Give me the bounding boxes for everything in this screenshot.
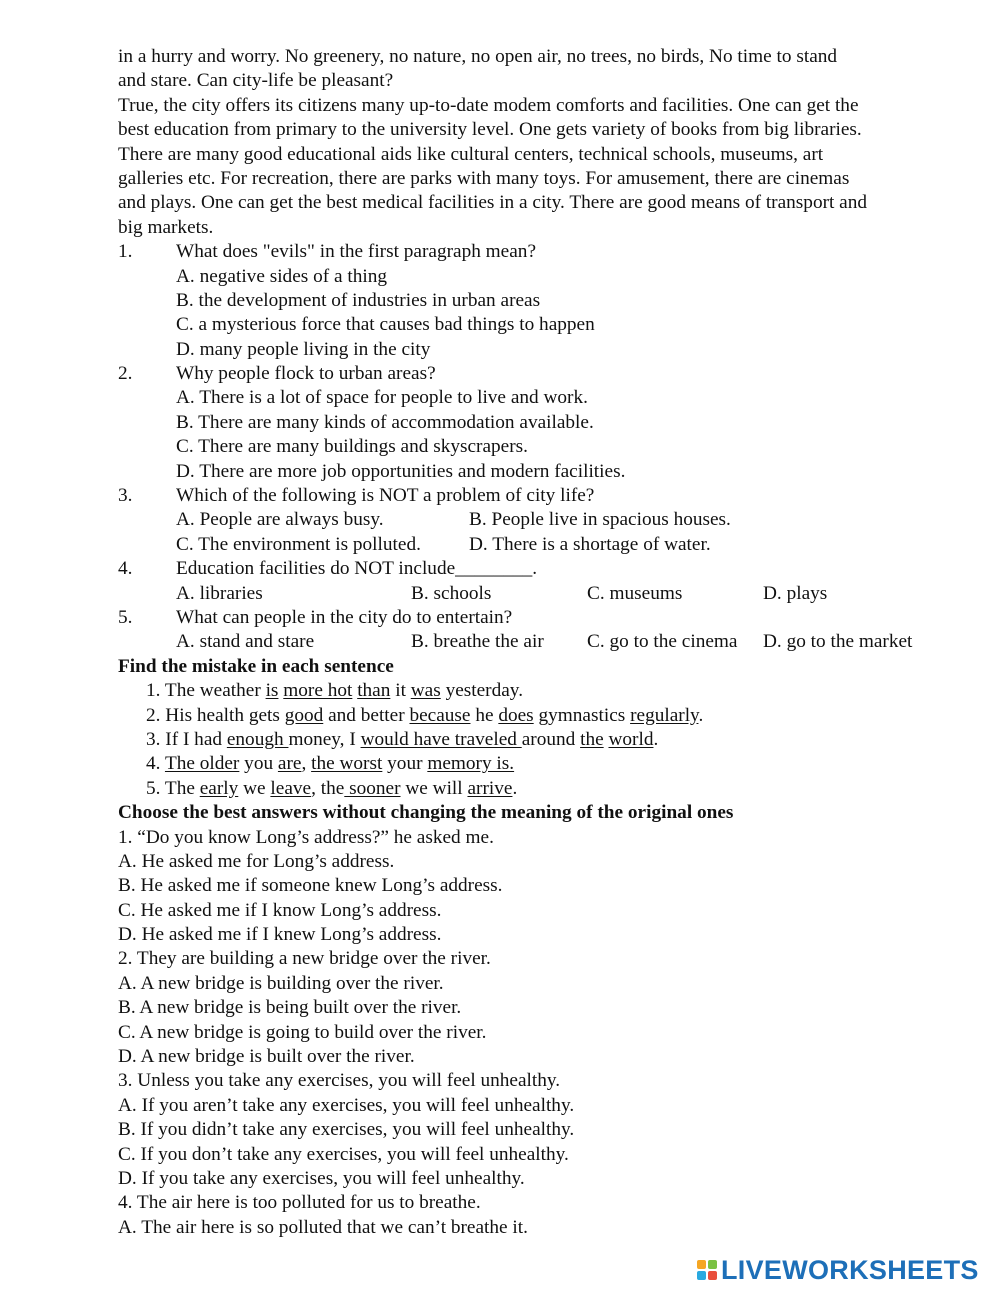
question-text: What does "evils" in the first paragraph mean? (176, 241, 536, 263)
underlined-option[interactable]: the worst (311, 753, 383, 775)
sentence-text: . (512, 777, 518, 799)
underlined-option[interactable]: was (410, 680, 441, 702)
answer-option[interactable]: A. The air here is so polluted that we can’t breathe it. (118, 1216, 528, 1238)
answer-option[interactable]: B. There are many kinds of accommodation available. (176, 411, 594, 433)
question-text: What can people in the city do to entertain? (176, 606, 513, 628)
answer-option[interactable]: A. There is a lot of space for people to live and work. (176, 387, 588, 409)
reading-question-3 (118, 484, 958, 557)
underlined-option[interactable]: sooner (344, 777, 401, 799)
sentence-text: your (382, 753, 428, 775)
answer-option[interactable]: D. There is a shortage of water. (469, 533, 711, 555)
underlined-option[interactable]: arrive (467, 777, 513, 799)
underlined-option[interactable]: early (199, 777, 239, 799)
logo-square (697, 1271, 706, 1280)
liveworksheets-logo (697, 1255, 979, 1285)
reading-question-1 (118, 240, 958, 362)
find-mistake-section (118, 655, 958, 801)
sentence-text: it (390, 680, 411, 702)
question-text: Why people flock to urban areas? (176, 363, 436, 385)
answer-option[interactable]: A. He asked me for Long’s address. (118, 850, 395, 872)
logo-text: LIVEWORKSHEETS (721, 1254, 979, 1285)
question-number: 5. (118, 606, 133, 628)
underlined-option[interactable]: The older (164, 753, 240, 775)
question-number: 2. (118, 363, 133, 385)
underlined-option[interactable]: memory is. (427, 753, 515, 775)
answer-option[interactable]: A. libraries (176, 582, 263, 604)
underlined-option[interactable]: enough (226, 728, 289, 750)
answer-option[interactable]: A. People are always busy. (176, 509, 384, 531)
underlined-option[interactable]: would have traveled (360, 728, 522, 750)
sentence-text: 2. His health gets (146, 704, 285, 726)
sentence-text: , (301, 753, 312, 775)
answer-option[interactable]: B. the development of industries in urban areas (176, 289, 541, 311)
underlined-option[interactable]: is (265, 680, 279, 702)
answer-option[interactable]: D. A new bridge is built over the river. (118, 1046, 415, 1068)
question-text: Which of the following is NOT a problem of city life? (176, 485, 595, 507)
answer-option[interactable]: C. The environment is polluted. (176, 533, 421, 555)
passage-line: galleries etc. For recreation, there are parks with many toys. For amusement, there are cinemas (118, 167, 850, 189)
answer-option[interactable]: B. A new bridge is being built over the river. (118, 997, 462, 1019)
question-stem: 4. The air here is too polluted for us to breathe. (118, 1192, 481, 1214)
logo-square (708, 1271, 717, 1280)
question-stem: 3. Unless you take any exercises, you will feel unhealthy. (118, 1070, 561, 1092)
reading-passage (118, 45, 958, 240)
answer-option[interactable]: A. If you aren’t take any exercises, you will feel unhealthy. (118, 1094, 575, 1116)
question-number: 3. (118, 485, 133, 507)
sentence-text: around (521, 728, 581, 750)
answer-option[interactable]: C. There are many buildings and skyscrapers. (176, 436, 528, 458)
passage-line: big markets. (118, 216, 214, 238)
answer-option[interactable]: A. A new bridge is building over the river. (118, 972, 444, 994)
underlined-option[interactable]: than (357, 680, 391, 702)
sentence-text: gymnastics (533, 704, 631, 726)
answer-option[interactable]: B. breathe the air (411, 631, 544, 653)
passage-line: best education from primary to the university level. One gets variety of books from big libraries. (118, 119, 862, 141)
logo-square (697, 1260, 706, 1269)
worksheet-page (118, 45, 958, 1240)
answer-option[interactable]: D. go to the market (763, 631, 913, 653)
passage-line: True, the city offers its citizens many up-to-date modem comforts and facilities. One can get the (118, 94, 859, 116)
passage-line: in a hurry and worry. No greenery, no nature, no open air, no trees, no birds, No time to stand (118, 46, 838, 67)
sentence-text: you (239, 753, 278, 775)
answer-option[interactable]: C. a mysterious force that causes bad things to happen (176, 314, 595, 336)
answer-option[interactable]: C. He asked me if I know Long’s address. (118, 899, 442, 921)
answer-option[interactable]: C. go to the cinema (587, 631, 738, 653)
answer-option[interactable]: D. many people living in the city (176, 338, 431, 360)
answer-option[interactable]: B. He asked me if someone knew Long’s address. (118, 875, 503, 897)
sentence-text: . (698, 704, 704, 726)
underlined-option[interactable]: regularly (630, 704, 699, 726)
mistake-sentence-4 (118, 752, 958, 776)
sentence-text: . (653, 728, 659, 750)
liveworksheets-logo-icon (697, 1260, 717, 1280)
underlined-option[interactable]: leave (270, 777, 312, 799)
answer-option[interactable]: A. negative sides of a thing (176, 265, 387, 287)
sentence-text: he (470, 704, 499, 726)
answer-option[interactable]: D. He asked me if I knew Long’s address. (118, 924, 442, 946)
answer-option[interactable]: C. museums (587, 582, 683, 604)
answer-option[interactable]: D. There are more job opportunities and modern facilities. (176, 460, 626, 482)
question-number: 1. (118, 241, 133, 263)
sentence-text: and better (323, 704, 410, 726)
transformation-section (118, 801, 958, 1240)
answer-option[interactable]: C. If you don’t take any exercises, you will feel unhealthy. (118, 1143, 569, 1165)
answer-option[interactable]: C. A new bridge is going to build over the river. (118, 1021, 487, 1043)
reading-question-5 (118, 606, 958, 655)
sentence-text: money, I (288, 728, 361, 750)
mistake-sentence-2 (118, 704, 958, 728)
mistake-sentence-5 (118, 777, 958, 801)
passage-line: and plays. One can get the best medical facilities in a city. There are good means of transport and (118, 192, 868, 214)
sentence-text: , the (311, 777, 345, 799)
underlined-option[interactable]: does (498, 704, 534, 726)
mistake-sentence-1 (118, 679, 958, 703)
answer-option[interactable]: D. If you take any exercises, you will feel unhealthy. (118, 1167, 525, 1189)
answer-option[interactable]: A. stand and stare (176, 631, 315, 653)
section-heading: Choose the best answers without changing the meaning of the original ones (118, 802, 734, 824)
passage-line: and stare. Can city-life be pleasant? (118, 70, 394, 92)
sentence-text: we (238, 777, 271, 799)
sentence-text: we will (400, 777, 468, 799)
sentence-text: 1. The weather (146, 680, 266, 702)
sentence-text: 4. (146, 753, 165, 775)
underlined-option[interactable]: are (277, 753, 302, 775)
sentence-text: yesterday. (440, 680, 524, 702)
reading-question-2 (118, 362, 958, 484)
question-stem: 2. They are building a new bridge over the river. (118, 948, 491, 970)
sentence-text: 5. The (146, 777, 200, 799)
underlined-option[interactable]: because (409, 704, 471, 726)
sentence-text: 3. If I had (146, 728, 227, 750)
passage-line: There are many good educational aids like cultural centers, technical schools, museums, art (118, 143, 824, 165)
underlined-option[interactable]: the (580, 728, 604, 750)
question-text: Education facilities do NOT include________. (176, 558, 538, 580)
answer-option[interactable]: D. plays (763, 582, 828, 604)
question-number: 4. (118, 558, 133, 580)
reading-question-4 (118, 557, 958, 606)
answer-option[interactable]: B. schools (411, 582, 492, 604)
question-stem: 1. “Do you know Long’s address?” he asked me. (118, 826, 494, 848)
underlined-option[interactable]: world (608, 728, 654, 750)
underlined-option[interactable]: more hot (283, 680, 353, 702)
answer-option[interactable]: B. If you didn’t take any exercises, you will feel unhealthy. (118, 1119, 575, 1141)
mistake-sentence-3 (118, 728, 958, 752)
logo-square (708, 1260, 717, 1269)
section-heading: Find the mistake in each sentence (118, 655, 394, 677)
underlined-option[interactable]: good (284, 704, 324, 726)
answer-option[interactable]: B. People live in spacious houses. (469, 509, 731, 531)
